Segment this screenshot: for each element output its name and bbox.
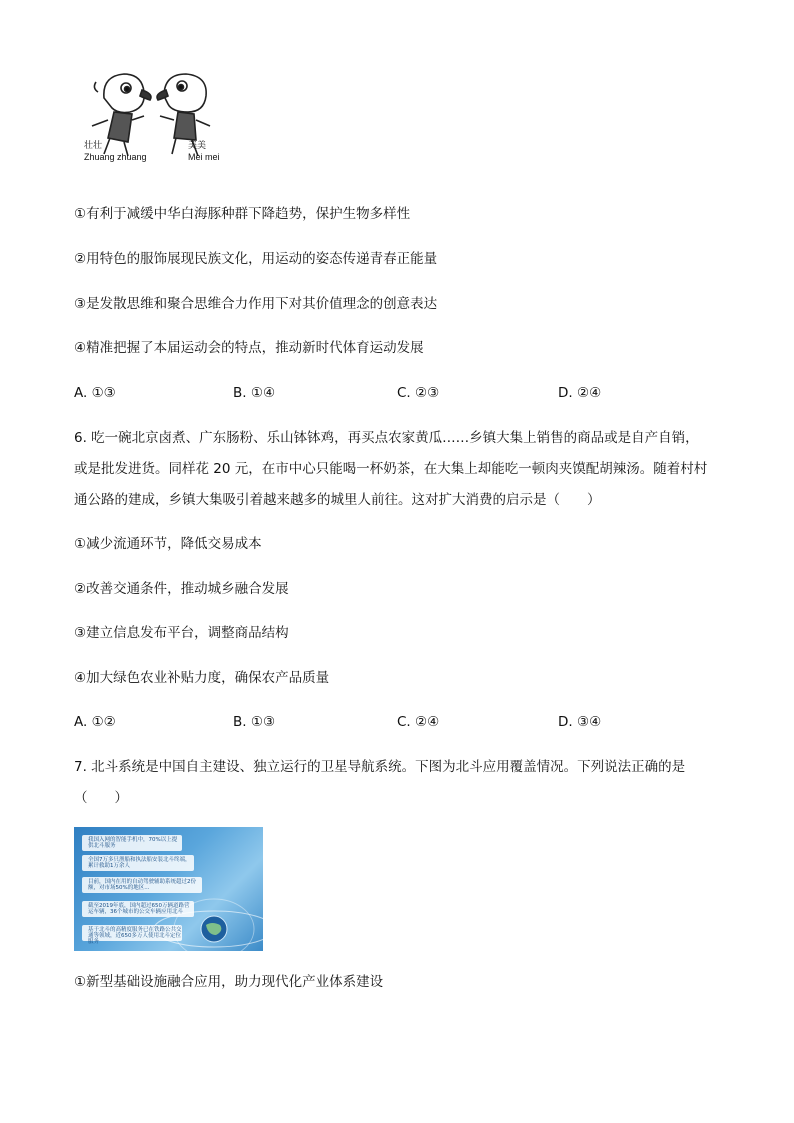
image-band-1: 我国入网的智能手机中，70%以上提供北斗服务 xyxy=(82,835,182,851)
mascot-left-name-py: Zhuang zhuang xyxy=(84,152,147,162)
q6-statement-1: ①减少流通环节，降低交易成本 xyxy=(74,536,262,552)
q5-statement-1: ①有利于减缓中华白海豚种群下降趋势，保护生物多样性 xyxy=(74,206,411,222)
dolphin-mascots-graphic xyxy=(84,68,234,158)
image-band-4: 截至2019年底，国内超过650万辆道路营运车辆，36个城市的公交车辆应用北斗 xyxy=(82,901,194,917)
q6-stem-line-2: 或是批发进货。同样花 20 元，在市中心只能喝一杯奶茶，在大集上却能吃一顿肉夹馍配胡辣汤。随着村村 xyxy=(74,461,708,477)
q6-option-b[interactable]: B. ①③ xyxy=(233,714,276,730)
q5-statement-2: ②用特色的服饰展现民族文化，用运动的姿态传递青春正能量 xyxy=(74,251,438,267)
q6-statement-4: ④加大绿色农业补贴力度，确保农产品质量 xyxy=(74,670,330,686)
q5-option-c[interactable]: C. ②③ xyxy=(397,385,440,401)
q6-option-a[interactable]: A. ①② xyxy=(74,714,116,730)
q5-statement-3: ③是发散思维和聚合思维合力作用下对其价值理念的创意表达 xyxy=(74,296,438,312)
q5-option-b[interactable]: B. ①④ xyxy=(233,385,276,401)
mascot-left-name-cn: 壮壮 xyxy=(84,140,103,150)
q5-option-a[interactable]: A. ①③ xyxy=(74,385,116,401)
q7-stem-line-1: 7. 北斗系统是中国自主建设、独立运行的卫星导航系统。下图为北斗应用覆盖情况。下列说法正确的是 xyxy=(74,759,686,775)
q6-statement-2: ②改善交通条件，推动城乡融合发展 xyxy=(74,581,289,597)
image-band-5: 基于北斗的高精度服务已在铁路公共交通等领域，近650多万人使用北斗定位服务 xyxy=(82,925,182,941)
q6-option-d[interactable]: D. ③④ xyxy=(558,714,602,730)
q7-stem-line-2: （ ） xyxy=(74,790,128,806)
q6-stem-line-3: 通公路的建成，乡镇大集吸引着越来越多的城里人前往。这对扩大消费的启示是（ ） xyxy=(74,492,601,508)
mascot-illustration xyxy=(84,68,234,172)
q5-statement-4: ④精准把握了本届运动会的特点，推动新时代体育运动发展 xyxy=(74,340,424,356)
mascot-right-name-py: Mei mei xyxy=(188,152,220,162)
q6-stem-line-1: 6. 吃一碗北京卤煮、广东肠粉、乐山钵钵鸡，再买点农家黄瓜……乡镇大集上销售的商品或是自产自销， xyxy=(74,430,699,446)
q7-statement-1: ①新型基础设施融合应用，助力现代化产业体系建设 xyxy=(74,974,384,990)
q6-statement-3: ③建立信息发布平台，调整商品结构 xyxy=(74,625,289,641)
q5-option-d[interactable]: D. ②④ xyxy=(558,385,602,401)
image-band-2: 全国7万多只渔船和执法船安装北斗终端，累计救助1万余人 xyxy=(82,855,194,871)
q6-option-c[interactable]: C. ②④ xyxy=(397,714,440,730)
image-band-3: 目前，国内在用的自动驾驶辅助系统超过2份额，对市场50%的地区... xyxy=(82,877,202,893)
mascot-right-name-cn: 美美 xyxy=(188,140,207,150)
beidou-coverage-image xyxy=(74,827,263,951)
